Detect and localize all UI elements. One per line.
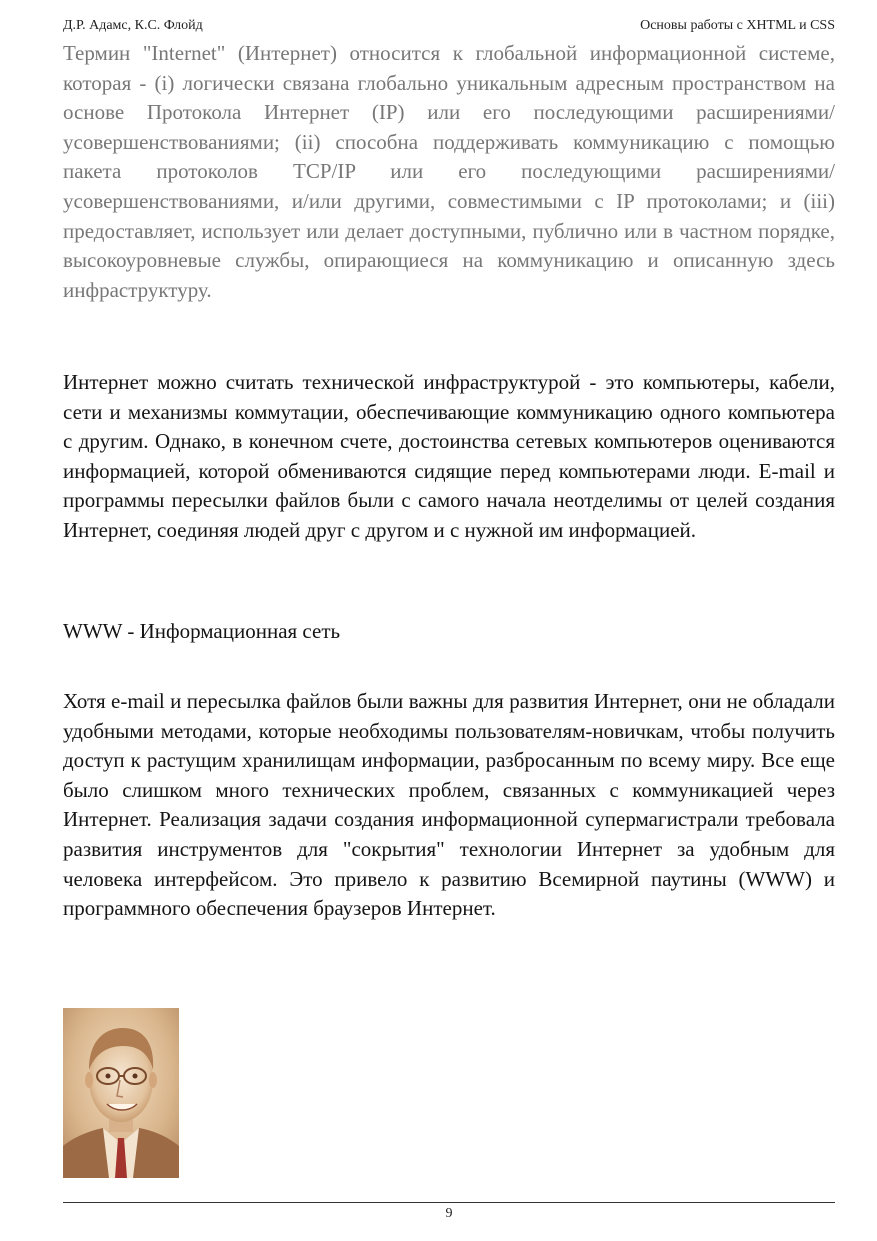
- header-book-title: Основы работы с XHTML и CSS: [640, 18, 835, 33]
- paragraph-www-development: [63, 687, 835, 924]
- section-heading: WWW - Информационная сеть: [63, 619, 341, 643]
- footer-divider: [63, 1202, 835, 1203]
- paragraph-internet-infrastructure: [63, 368, 835, 546]
- portrait-image: [63, 1008, 179, 1178]
- header-authors: Д.Р. Адамс, К.С. Флойд: [63, 18, 203, 33]
- page-number: 9: [445, 1206, 453, 1221]
- paragraph-text: Интернет можно считать технической инфраструктурой - это компьютеры, кабели, сети и механизмы коммутации, обеспечивающие коммуникацию одного компьютера с другим. Однако, в конечном счете, достоинства сетевых компьютеров оцениваются информацией, которой обмениваются сидящие перед компьютерами люди. E-mail и программы пересылки файлов были с самого начала неотделимы от целей создания Интернет, соединяя людей друг с другом и с нужной им информацией.: [63, 370, 835, 542]
- page-header: [63, 16, 835, 36]
- paragraph-text: Термин "Internet" (Интернет) относится к глобальной информационной системе, которая - (i) логически связана глобально уникальным адресным пространством на основе Протокола Интернет (IP) или его последующими расширениями/ усовершенствованиями; (ii) способна поддерживать коммуникацию с помощью пакета протоколов TCP/IP или его последующими расширениями/ усовершенствованиями, и/или другими, совместимыми с IP протоколами; и (iii) предоставляет, использует или делает доступными, публично или в частном порядке, высокоуровневые службы, опирающиеся на коммуникацию и описанную здесь инфраструктуру.: [63, 41, 835, 302]
- paragraph-text: Хотя e-mail и пересылка файлов были важны для развития Интернет, они не обладали удобными методами, которые необходимы пользователям-новичкам, чтобы получить доступ к растущим хранилищам информации, разбросанным по всему миру. Все еще было слишком много технических проблем, связанных с коммуникацией через Интернет. Реализация задачи создания информационной супермагистрали требовала развития инструментов для "сокрытия" технологии Интернет за удобным для человека интерфейсом. Это привело к развитию Всемирной паутины (WWW) и программного обеспечения браузеров Интернет.: [63, 689, 835, 921]
- paragraph-internet-definition: [63, 39, 835, 305]
- portrait-photo: [63, 1008, 179, 1178]
